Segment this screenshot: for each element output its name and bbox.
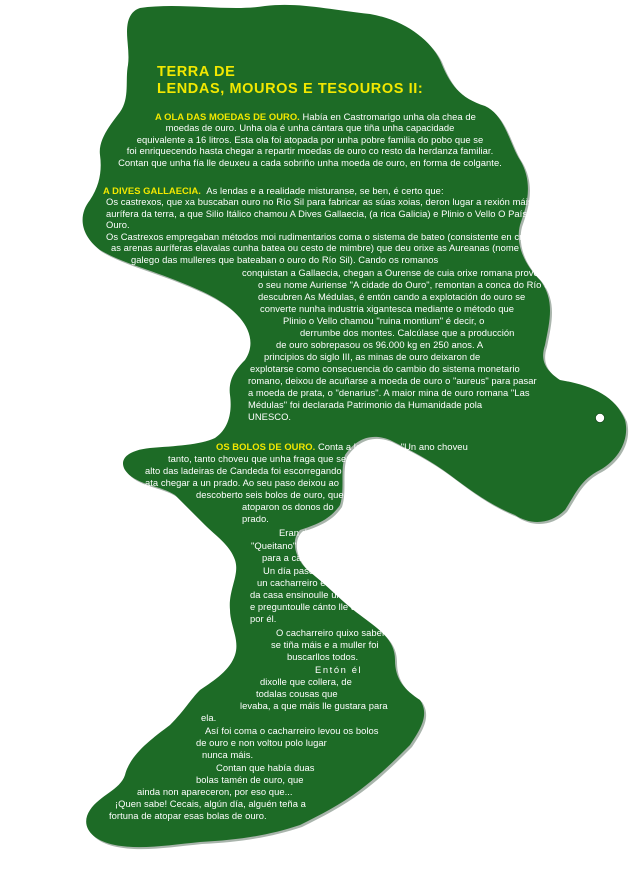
- section3-line-9: para a casa.: [262, 552, 315, 563]
- section3-line-4: descoberto seis bolos de ouro, que: [196, 489, 344, 500]
- section3-line-20: todalas cousas que: [256, 688, 338, 699]
- section3-line-12: da casa ensinoulle ún deles: [250, 589, 368, 600]
- section3-line-29: ¡Quen sabe! Cecais, algún día, alguén teña a: [115, 798, 306, 809]
- section3-first-line: [216, 441, 468, 452]
- section2-line-9: descubren As Médulas, é entón cando a explotación do ouro se: [258, 291, 526, 302]
- section3-line-21: levaba, a que máis lle gustara para: [240, 700, 388, 711]
- section3-line-10: Un día pasou por alí: [263, 565, 349, 576]
- section3-line-25: nunca máis.: [202, 749, 254, 760]
- section3-line-24: de ouro e non voltou polo lugar: [196, 737, 327, 748]
- section3-line-23: Así foi coma o cacharreiro levou os bolos: [205, 725, 379, 736]
- section3-line-6: prado.: [242, 513, 269, 524]
- section3-line-2: alto das ladeiras de Candeda foi escorregando: [145, 465, 342, 476]
- section3-line-1: tanto, tanto choveu que unha fraga que se atopaba no: [168, 453, 397, 464]
- punch-hole: [596, 414, 605, 423]
- section2-line-18: Médulas" foi declarada Patrimonio da Humanidade pola: [248, 399, 483, 410]
- section3-line-14: por él.: [250, 613, 277, 624]
- section3-line-11: un cacharreiro e a muller: [257, 577, 362, 588]
- section3-line-3: ata chegar a un prado. Ao seu paso deixou ao: [145, 477, 340, 488]
- section3-heading: OS BOLOS DE OURO.: [216, 441, 316, 452]
- section3-line-7: Eran da familia dos de: [279, 527, 374, 538]
- section1-heading: A OLA DAS MOEDAS DE OURO.: [155, 111, 300, 122]
- section2-line-7: conquistan a Gallaecia, chegan a Ourense de cuia orixe romana provéen: [242, 267, 550, 278]
- section2-line-1: Os castrexos, que xa buscaban ouro no Río Sil para fabricar as súas xoias, deron lugar a rexión máis: [106, 196, 533, 207]
- section3-line-13: e preguntoulle cánto lle daría: [250, 601, 373, 612]
- section3-line-0: Conta a lenda que: "Un ano choveu: [317, 441, 468, 452]
- section2-line-3: Ouro.: [106, 219, 130, 230]
- section2-line-4: Os Castrexos empregaban métodos moi rudimentarios coma o sistema de bateo (consistente en cribar: [106, 231, 539, 242]
- section1-line-2: equivalente a 16 litros. Esta ola foi atopada por unha pobre familia do pobo que se: [136, 134, 484, 145]
- section2-line-5: as arenas auríferas elavalas cunha batea ou cesto de mimbre) que deu orixe as Aureanas (nome: [111, 242, 519, 253]
- section2-line-15: explotarse como consecuencia do cambio do sistema monetario: [250, 363, 520, 374]
- section2-line-11: Plinio o Vello chamou "ruina montium" é decir, o: [283, 315, 485, 326]
- section3-line-17: buscarllos todos.: [287, 651, 359, 662]
- section3-line-15: O cacharreiro quixo saber: [276, 627, 386, 638]
- section2-line-2: aurífera da terra, a que Silio Itálico chamou A Dives Gallaecia, (a rica Galicia) e Plinio o Vello O País do: [106, 208, 541, 219]
- section3-line-26: Contan que había duas: [216, 762, 315, 773]
- section1-line-4: Contan que unha fía lle deuxeu a cada sobriño unha moeda de ouro, en forma de colgante.: [118, 157, 502, 168]
- section2-line-10: converte nunha industria xigantesca mediante o método que: [260, 303, 515, 314]
- section3-line-30: fortuna de atopar esas bolas de ouro.: [109, 810, 267, 821]
- section2-first-line: [103, 185, 444, 196]
- section1-first-line: [155, 111, 476, 122]
- section1-line-3: foi enriquecendo hasta chegar a repartir moedas de ouro co resto da herdanza familiar.: [126, 145, 494, 156]
- title-line-1: TERRA DE: [157, 64, 236, 80]
- section2-line-16: romano, deixou de acuñarse a moeda de ouro o "aureus" para pasar: [248, 375, 537, 386]
- section3-line-5: atoparon os donos do: [242, 501, 334, 512]
- section3-line-8: "Queitano". Levaron os bolos: [251, 540, 374, 551]
- section3-line-19: dixolle que collera, de: [260, 676, 352, 687]
- section1-line-0: Había en Castromarigo unha ola chea de: [302, 111, 476, 122]
- section2-line-6: galego das mulleres que bateaban o ouro do Río Sil). Cando os romanos: [131, 254, 439, 265]
- section2-line-17: a moeda de prata, o "denarius". A maior mina de ouro romana "Las: [248, 387, 530, 398]
- section2-heading: A DIVES GALLAECIA.: [103, 185, 201, 196]
- section3-line-18: Entón él: [315, 664, 363, 675]
- section2-line-13: de ouro sobrepasou os 96.000 kg en 250 anos. A: [276, 339, 484, 350]
- section3-line-22: ela.: [201, 712, 217, 723]
- section2-line-8: o seu nome Auriense "A cidade do Ouro", remontan a conca do Río Sil e: [258, 279, 563, 290]
- section2-line-14: principios do siglo III, as minas de ouro deixaron de: [264, 351, 481, 362]
- title-line-2: LENDAS, MOUROS E TESOUROS II:: [157, 81, 424, 97]
- section2-line-0: As lendas e a realidade misturanse, se ben, é certo que:: [206, 185, 444, 196]
- section3-line-28: ainda non apareceron, por eso que...: [137, 786, 293, 797]
- section2-line-12: derrumbe dos montes. Calcúlase que a producción: [300, 327, 515, 338]
- section1-line-1: moedas de ouro. Unha ola é unha cántara que tiña unha capacidade: [165, 122, 455, 133]
- section2-line-19: UNESCO.: [248, 411, 292, 422]
- section3-line-27: bolas tamén de ouro, que: [196, 774, 304, 785]
- section3-line-16: se tiña máis e a muller foi: [271, 639, 379, 650]
